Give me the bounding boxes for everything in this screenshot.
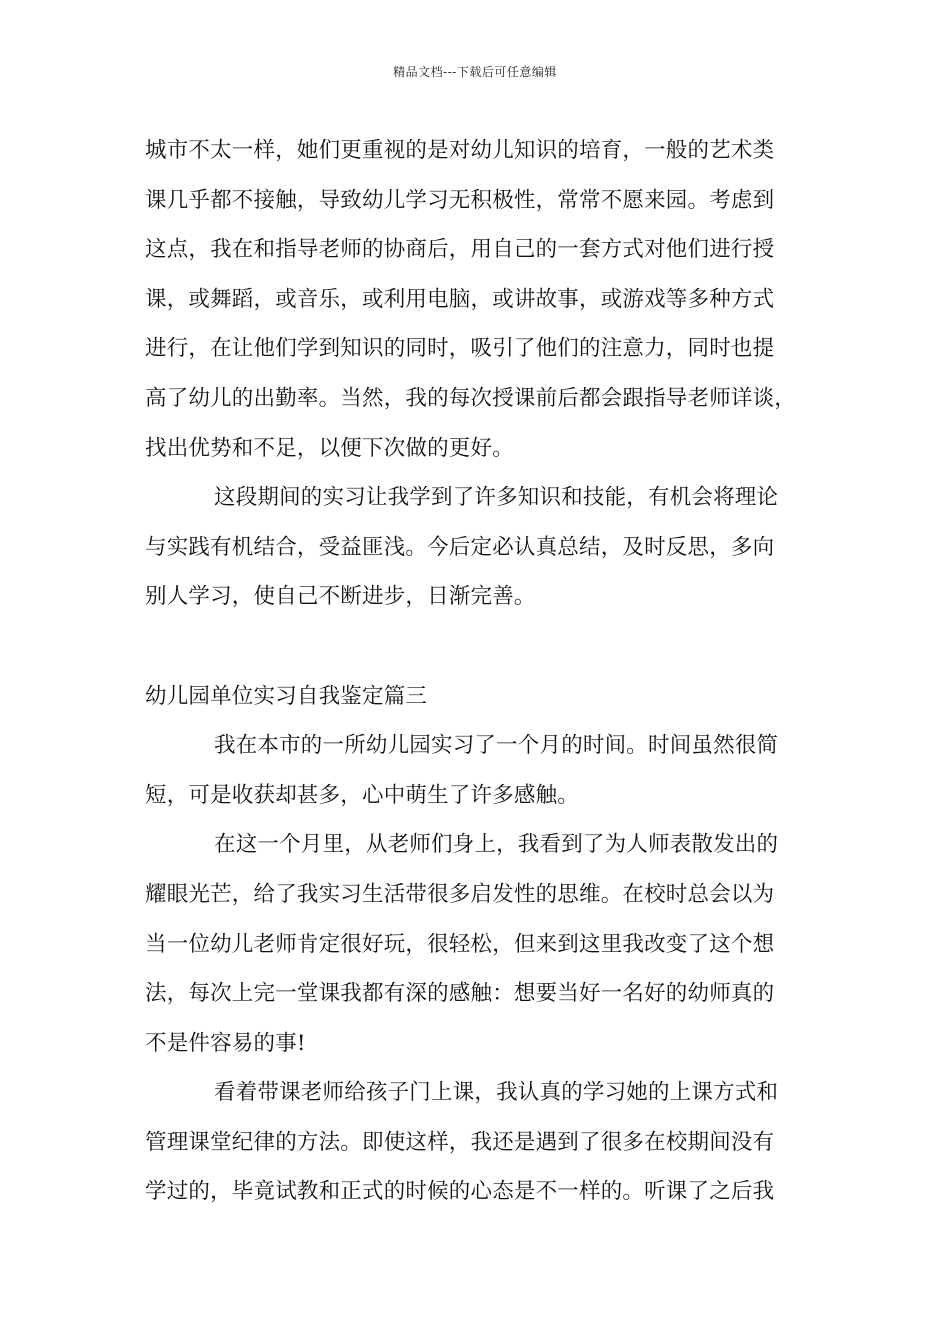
- paragraph-line: 当一位幼儿老师肯定很好玩，很轻松，但来到这里我改变了这个想: [145, 931, 775, 957]
- paragraph-line: 高了幼儿的出勤率。当然，我的每次授课前后都会跟指导老师详谈，: [145, 385, 797, 411]
- paragraph-line: 这段期间的实习让我学到了许多知识和技能，有机会将理论: [214, 485, 779, 511]
- paragraph-line: 管理课堂纪律的方法。即使这样，我还是遇到了很多在校期间没有: [145, 1129, 775, 1155]
- page-header: 精品文档---下载后可任意编辑: [393, 65, 557, 79]
- paragraph-line: 法，每次上完一堂课我都有深的感触：想要当好一名好的幼师真的: [145, 981, 775, 1007]
- paragraph-line: 与实践有机结合，受益匪浅。今后定必认真总结，及时反思，多向: [145, 534, 775, 560]
- paragraph-line: 课几乎都不接触，导致幼儿学习无积极性，常常不愿来园。考虑到: [145, 187, 775, 213]
- paragraph-line: 别人学习，使自己不断进步，日渐完善。: [145, 584, 536, 610]
- paragraph-line: 看着带课老师给孩子门上课，我认真的学习她的上课方式和: [214, 1080, 779, 1106]
- paragraph-line: 课，或舞蹈，或音乐，或利用电脑，或讲故事，或游戏等多种方式: [145, 286, 775, 312]
- paragraph-line: 在这一个月里，从老师们身上，我看到了为人师表散发出的: [214, 832, 779, 858]
- paragraph-line: 我在本市的一所幼儿园实习了一个月的时间。时间虽然很简: [214, 733, 779, 759]
- blank-line: [145, 622, 825, 672]
- paragraph-line: 学过的，毕竟试教和正式的时候的心态是不一样的。听课了之后我: [145, 1179, 775, 1205]
- paragraph-line: 耀眼光芒，给了我实习生活带很多启发性的思维。在校时总会以为: [145, 881, 775, 907]
- document-body: [145, 126, 825, 1217]
- paragraph-line: 找出优势和不足，以便下次做的更好。: [145, 435, 514, 461]
- section-heading: 幼儿园单位实习自我鉴定篇三: [145, 683, 428, 709]
- paragraph-line: 城市不太一样，她们更重视的是对幼儿知识的培育，一般的艺术类: [145, 138, 775, 163]
- paragraph-line: 这点，我在和指导老师的协商后，用自己的一套方式对他们进行授: [145, 237, 775, 263]
- paragraph-line: 不是件容易的事!: [145, 1030, 306, 1056]
- paragraph-line: 短，可是收获却甚多，心中萌生了许多感触。: [145, 782, 580, 808]
- paragraph-line: 进行，在让他们学到知识的同时，吸引了他们的注意力，同时也提: [145, 336, 775, 362]
